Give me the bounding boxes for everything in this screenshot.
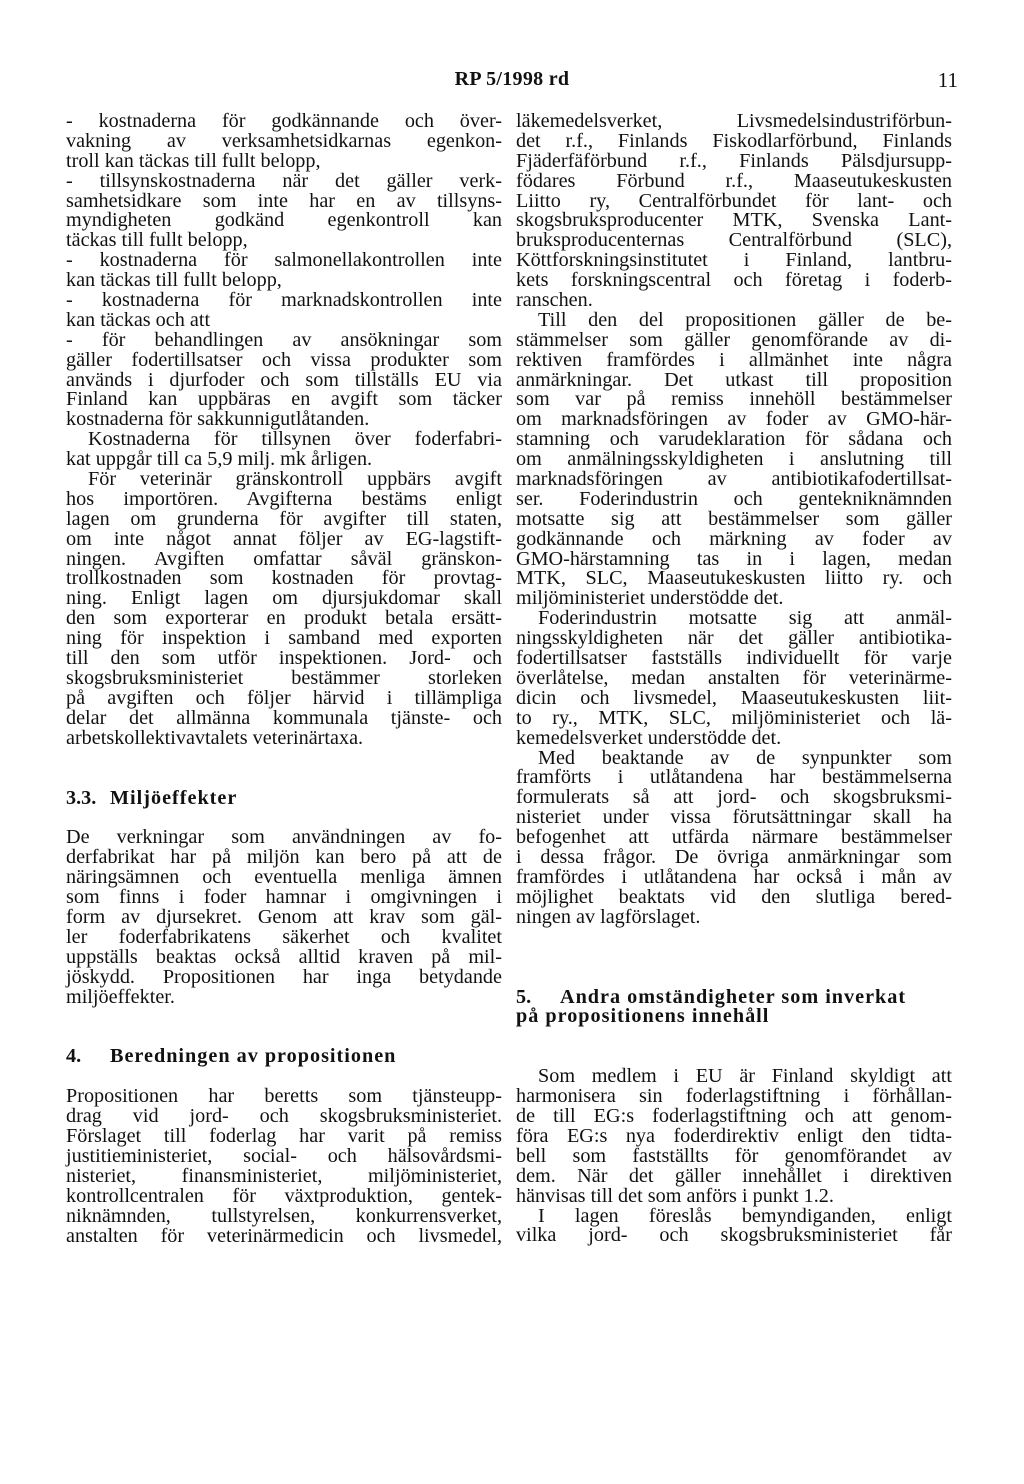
text-line: det r.f., Finlands Fiskodlarförbund, Finlands [516, 129, 952, 152]
section-heading-3-3 [66, 786, 502, 809]
text-line: vilka jord- och skogsbruksministeriet får [516, 1224, 952, 1247]
text-line: läkemedelsverket, Livsmedelsindustriförbun- [516, 110, 952, 132]
text-line: MTK, SLC, Maaseutukeskusten liitto ry. och [516, 567, 952, 590]
text-line: De verkningar som användningen av fo- [66, 826, 502, 849]
text-line: - kostnaderna för godkännande och över- [66, 110, 502, 132]
text-line: niknämnden, tullstyrelsen, konkurrensverket, [66, 1204, 502, 1227]
text-line: befogenhet att utfärda närmare bestämmelser [516, 826, 952, 849]
text-line: Som medlem i EU är Finland skyldigt att [538, 1065, 952, 1088]
section-heading-4 [66, 1047, 502, 1067]
section-number: 5. [516, 985, 532, 1008]
text-line: dem. När det gäller innehållet i direktiven [516, 1164, 952, 1187]
text-line: kontrollcentralen för växtproduktion, gentek- [66, 1184, 502, 1207]
right-column [516, 112, 952, 1246]
text-line: nisteriet under vissa förutsättningar skall ha [516, 806, 952, 829]
section-heading-5 [516, 985, 952, 1028]
text-line: justitieministeriet, social- och hälsovårdsmi- [66, 1144, 502, 1167]
text-line: miljöeffekter. [66, 985, 175, 1008]
text-line: Köttforskningsinstitutet i Finland, lantbru- [516, 249, 952, 272]
section-5-body [516, 1067, 952, 1246]
section-title: Beredningen av propositionen [110, 1045, 397, 1068]
text-line: För veterinär gränskontroll uppbärs avgift [88, 468, 502, 491]
section-4-body [66, 1087, 502, 1246]
section-title: Miljöeffekter [110, 786, 238, 809]
text-line: ningen. Avgiften omfattar såväl gränskon- [66, 547, 502, 570]
text-line: ning för inspektion i samband med exporten [66, 627, 502, 650]
text-line: används i djurfoder och som tillställs EU via [66, 368, 502, 391]
text-line: Finland kan uppbäras en avgift som täcker [66, 388, 502, 411]
text-line: marknadsföringen av antibiotikafodertillsat- [516, 468, 952, 491]
text-line: skogsbruksministeriet bestämmer storleken [66, 666, 502, 689]
text-line: Kostnaderna för tillsynen över foderfabri- [88, 428, 502, 451]
remiss-paragraphs [516, 112, 952, 928]
text-line: kostnaderna för sakkunnigutlåtanden. [66, 408, 370, 431]
text-line: ler foderfabrikatens säkerhet och kvalitet [66, 925, 502, 948]
text-line: täckas till fullt belopp, [66, 229, 248, 252]
text-line: Till den del propositionen gäller de be- [538, 308, 952, 331]
text-line: på avgiften och följer härvid i tillämpliga [66, 686, 502, 709]
text-line: godkännande och märkning av foder av [516, 527, 952, 550]
left-column [66, 112, 502, 1246]
text-line: fodertillsatser fastställs individuellt för varje [516, 647, 952, 670]
text-line: Förslaget till foderlag har varit på remiss [66, 1125, 502, 1148]
text-line: den som exporterar en produkt betala ersätt- [66, 607, 502, 630]
intro-paragraphs [66, 112, 502, 749]
text-line: kan täckas och att [66, 308, 211, 331]
text-line: to ry., MTK, SLC, miljöministeriet och lä- [516, 706, 952, 729]
section-3-3-body [66, 828, 502, 1007]
text-line: anstalten för veterinärmedicin och livsmedel, [66, 1224, 502, 1247]
text-line: kemedelsverket understödde det. [516, 726, 782, 749]
section-number: 3.3. [66, 786, 97, 809]
section-title: Andra omständigheter som inverkat [560, 985, 907, 1008]
text-line: näringsämnen och eventuella menliga ämnen [66, 866, 502, 889]
text-line: - kostnaderna för salmonellakontrollen inte [66, 249, 502, 272]
text-line: Foderindustrin motsatte sig att anmäl- [538, 607, 952, 630]
text-line: stämmelser som gäller genomförande av di- [516, 328, 952, 351]
text-line: föra EG:s nya foderdirektiv enligt den tidta- [516, 1124, 952, 1147]
text-line: ningen av lagförslaget. [516, 905, 701, 928]
text-line: troll kan täckas till fullt belopp, [66, 149, 321, 172]
text-line: bell som fastställts för genomförandet av [516, 1144, 952, 1167]
text-line: Fjäderfäförbund r.f., Finlands Pälsdjursupp- [516, 149, 952, 172]
text-line: om inte något annat följer av EG-lagstift- [66, 527, 502, 550]
text-line: överlåtelse, medan anstalten för veterinärme- [516, 666, 952, 689]
text-line: kets forskningscentral och företag i foderb- [516, 269, 952, 292]
text-line: framfördes i utlåtandena har också i mån av [516, 865, 952, 888]
text-line: ning. Enligt lagen om djursjukdomar skall [66, 587, 502, 610]
text-line: Liitto ry, Centralförbundet för lant- och [516, 189, 952, 212]
text-line: i dessa frågor. De övriga anmärkningar som [516, 845, 952, 868]
text-line: som var på remiss innehöll bestämmelser [516, 388, 952, 411]
text-line: ranschen. [516, 289, 593, 312]
text-line: - kostnaderna för marknadskontrollen inte [66, 289, 502, 312]
text-line: delar det allmänna kommunala tjänste- och [66, 706, 502, 729]
text-line: bruksproducenternas Centralförbund (SLC), [516, 229, 952, 252]
text-line: motsatte sig att bestämmelser som gäller [516, 507, 952, 530]
text-line: - för behandlingen av ansökningar som [66, 328, 502, 351]
text-line: drag vid jord- och skogsbruksministeriet. [66, 1105, 502, 1128]
text-line: stamning och varudeklaration för sådana och [516, 428, 952, 451]
text-line: Med beaktande av de synpunkter som [538, 746, 952, 769]
text-line: om marknadsföringen av foder av GMO-här- [516, 408, 952, 431]
text-line: miljöministeriet understödde det. [516, 587, 784, 610]
text-line: gäller fodertillsatser och vissa produkter som [66, 348, 502, 371]
text-line: harmonisera sin foderlagstiftning i förhållan- [516, 1085, 952, 1108]
page-number: 11 [937, 68, 958, 92]
text-line: samhetsidkare som inte har en av tillsyns- [66, 189, 502, 212]
text-line: kat uppgår till ca 5,9 milj. mk årligen. [66, 448, 373, 471]
text-line: myndigheten godkänd egenkontroll kan [66, 209, 502, 232]
text-line: som finns i foder hamnar i omgivningen i [66, 886, 502, 909]
page-header [0, 68, 1024, 98]
running-head: RP 5/1998 rd [454, 68, 570, 90]
text-line: I lagen föreslås bemyndiganden, enligt [538, 1204, 952, 1227]
text-line: arbetskollektivavtalets veterinärtaxa. [66, 726, 364, 749]
text-line: anmärkningar. Det utkast till proposition [516, 368, 952, 391]
section-number: 4. [66, 1045, 82, 1068]
text-line: skogsbruksproducenter MTK, Svenska Lant- [516, 209, 952, 232]
text-line: uppställs beaktas också alltid kraven på mil- [66, 945, 502, 968]
text-line: - tillsynskostnaderna när det gäller verk- [66, 169, 502, 192]
text-line: om anmälningsskyldigheten i anslutning till [516, 448, 952, 471]
section-title-continued: på propositionens innehåll [516, 1005, 770, 1028]
text-line: ningsskyldigheten när det gäller antibiotika- [516, 627, 952, 650]
text-line: derfabrikat har på miljön kan bero på att de [66, 846, 502, 869]
text-line: kan täckas till fullt belopp, [66, 269, 282, 292]
text-line: de till EG:s foderlagstiftning och att genom- [516, 1105, 952, 1128]
text-line: möjlighet beaktats vid den slutliga bered- [516, 885, 952, 908]
text-line: födares Förbund r.f., Maaseutukeskusten [516, 169, 952, 192]
text-line: ser. Foderindustrin och gentekniknämnden [516, 487, 952, 510]
text-line: GMO-härstamning tas in i lagen, medan [516, 547, 952, 570]
text-line: dicin och livsmedel, Maaseutukeskusten liit- [516, 686, 952, 709]
text-line: framförts i utlåtandena har bestämmelserna [516, 766, 952, 789]
text-line: trollkostnaden som kostnaden för provtag- [66, 567, 502, 590]
text-line: Propositionen har beretts som tjänsteupp- [66, 1085, 502, 1108]
text-line: formulerats så att jord- och skogsbruksmi- [516, 786, 952, 809]
text-line: hos importören. Avgifterna bestäms enligt [66, 487, 502, 510]
text-line: vakning av verksamhetsidkarnas egenkon- [66, 129, 502, 152]
text-line: till den som utför inspektionen. Jord- och [66, 647, 502, 670]
text-line: jöskydd. Propositionen har inga betydande [66, 965, 502, 988]
text-line: hänvisas till det som anförs i punkt 1.2. [516, 1184, 834, 1207]
text-line: rektiven framfördes i allmänhet inte några [516, 348, 952, 371]
text-line: nisteriet, finansministeriet, miljöministeriet, [66, 1164, 502, 1187]
text-line: lagen om grunderna för avgifter till staten, [66, 507, 502, 530]
text-line: form av djursekret. Genom att krav som gäl- [66, 905, 502, 928]
